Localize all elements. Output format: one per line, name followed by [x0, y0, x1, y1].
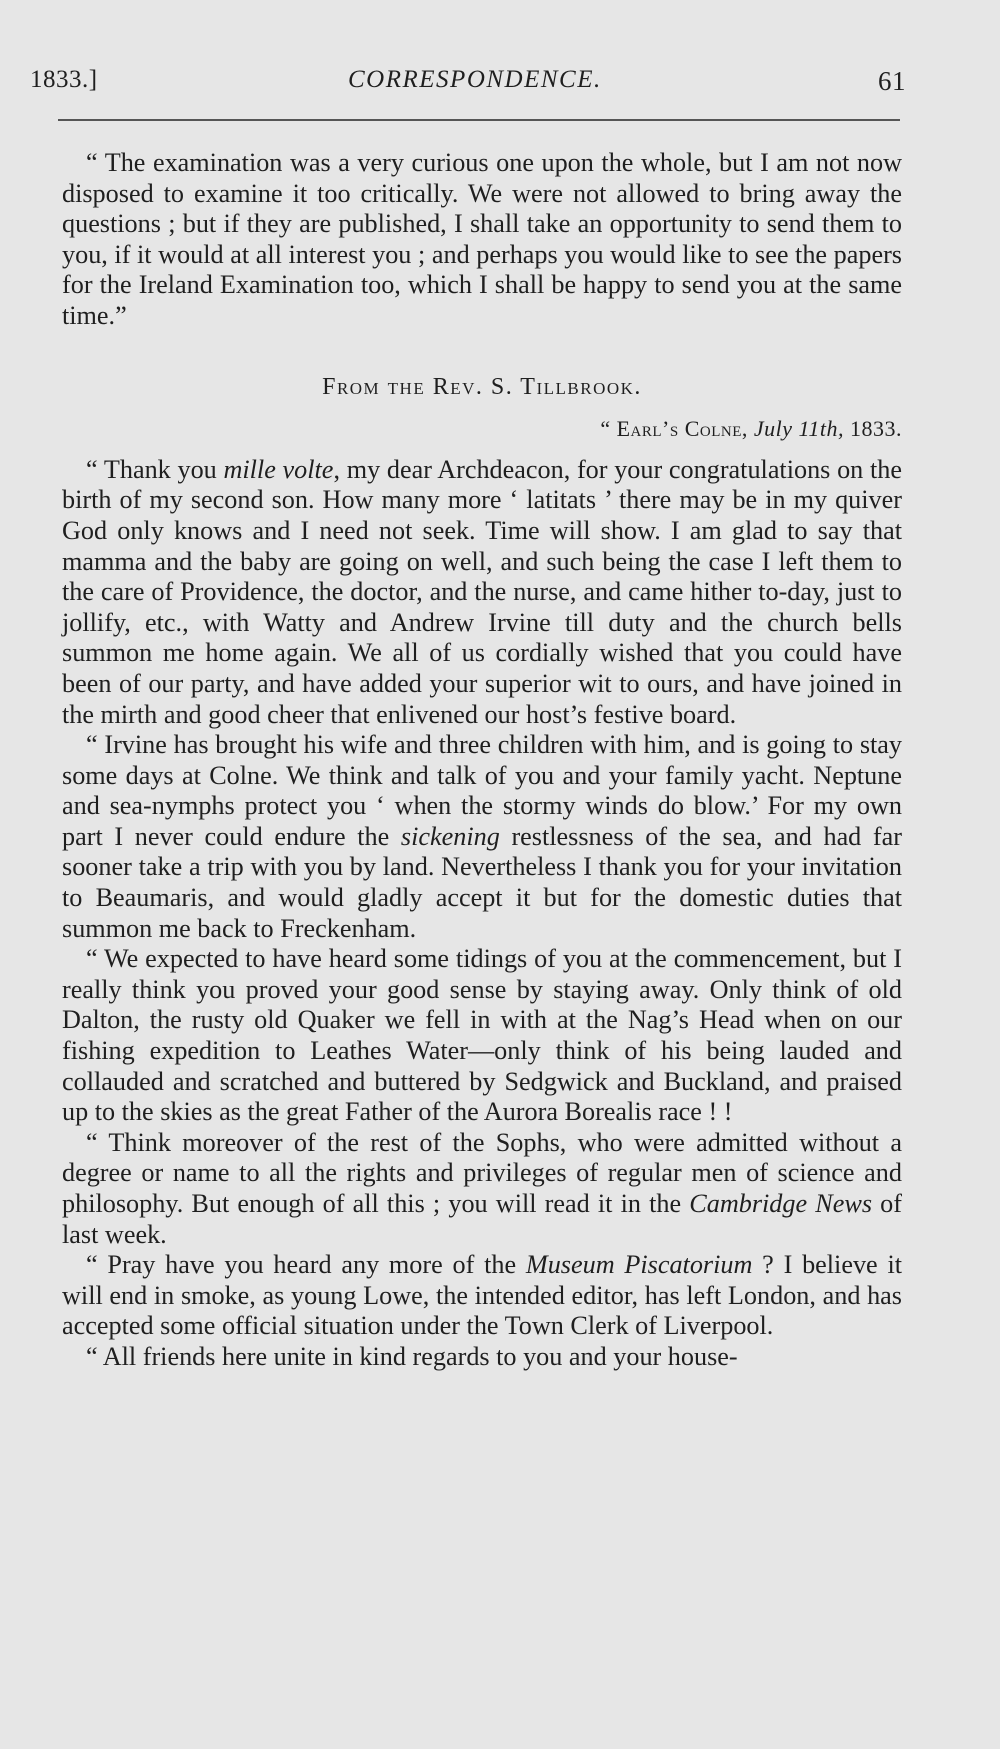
page-number: 61	[878, 66, 906, 96]
paragraph-1: “ Thank you mille volte, my dear Archdeacon, for your congratulations on the birth of my second son. How many more ‘ latitats ’ there may be in my quiver God only knows and I need not seek. Time will show. I am glad to say that mamma and the baby are going on well, and such being the case I left them to the care of Providence, the doctor, and the nurse, and came hither to-day, just to jollify, etc., with Watty and Andrew Irvine till duty and the church bells summon me home again. We all of us cordially wished that you could have been of our party, and have added your superior wit to ours, and have joined in the mirth and good cheer that enlivened our host’s festive board.	[62, 454, 902, 729]
paragraph-2: “ Irvine has brought his wife and three children with him, and is going to stay some days at Colne. We think and talk of you and your family yacht. Neptune and sea-nymphs protect you ‘ when the stormy winds do blow.’ For my own part I never could endure the sickening restlessness of the sea, and had far sooner take a trip with you by land. Nevertheless I thank you for your invitation to Beaumaris, and would gladly accept it but for the domestic duties that summon me back to Freckenham.	[62, 730, 902, 943]
paragraph-6: “ All friends here unite in kind regards to you and your house-	[86, 1341, 738, 1371]
header-title: CORRESPONDENCE.	[348, 66, 602, 93]
header-year: 1833.]	[30, 66, 98, 93]
page-body	[62, 148, 902, 1373]
letter-dateline: “ Earl’s Colne, July 11th, 1833.	[600, 416, 902, 442]
header-rule	[58, 119, 900, 121]
letter-heading: From the Rev. S. Tillbrook.	[322, 373, 642, 400]
paragraph-top: “ The examination was a very curious one upon the whole, but I am not now disposed to examine it too critically. We were not allowed to bring away the questions ; but if they are published, I shall take an opportunity to send them to you, if it would at all interest you ; and perhaps you would like to see the papers for the Ireland Examination too, which I shall be happy to send you at the same time.”	[62, 148, 902, 330]
running-header	[30, 66, 906, 106]
paragraph-3: “ We expected to have heard some tidings of you at the commencement, but I really think you proved your good sense by staying away. Only think of old Dalton, the rusty old Quaker we fell in with at the Nag’s Head when on our fishing expedition to Leathes Water—only think of his being lauded and collauded and scratched and buttered by Sedgwick and Buckland, and praised up to the skies as the great Father of the Aurora Borealis race ! !	[62, 944, 902, 1127]
paragraph-5: “ Pray have you heard any more of the Museum Piscatorium ? I believe it will end in smoke, as young Lowe, the intended editor, has left London, and has accepted some official situation under the Town Clerk of Liverpool.	[62, 1250, 902, 1341]
paragraph-4: “ Think moreover of the rest of the Sophs, who were admitted without a degree or name to all the rights and privileges of regular men of science and philosophy. But enough of all this ; you will read it in the Cambridge News of last week.	[62, 1127, 902, 1249]
